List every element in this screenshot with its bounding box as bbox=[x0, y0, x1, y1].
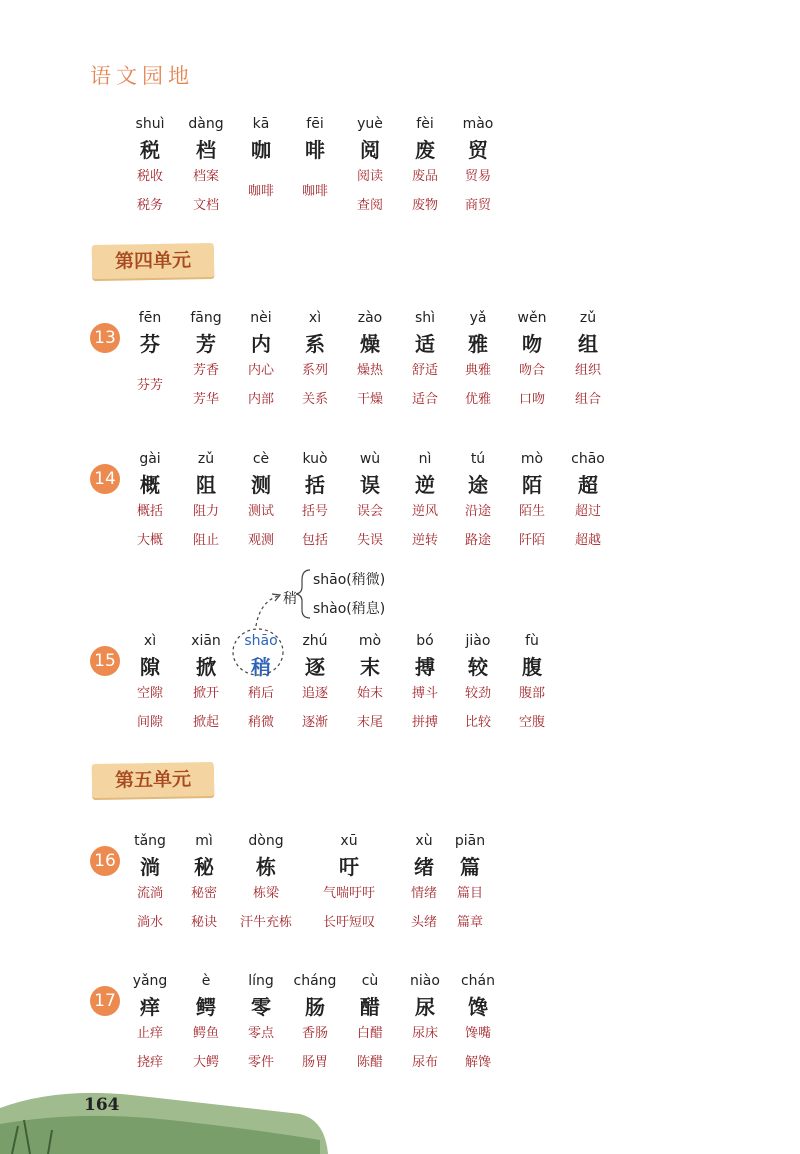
lesson-number-badge: 14 bbox=[90, 464, 120, 494]
word: 组织 bbox=[574, 363, 601, 378]
character: 肠 bbox=[305, 995, 325, 1019]
pinyin: xū bbox=[340, 833, 358, 849]
word: 咖啡 bbox=[301, 184, 328, 199]
pinyin: xì bbox=[308, 310, 322, 326]
character: 误 bbox=[360, 473, 380, 497]
word: 咖啡 bbox=[247, 184, 274, 199]
lesson-number-badge: 17 bbox=[90, 986, 120, 1016]
character: 组 bbox=[578, 332, 598, 356]
word: 尿床 bbox=[411, 1026, 438, 1041]
word: 长吁短叹 bbox=[322, 915, 375, 930]
character: 燥 bbox=[360, 332, 380, 356]
grass-illustration bbox=[0, 1080, 330, 1154]
word: 陈醋 bbox=[356, 1055, 383, 1070]
word: 贸易 bbox=[464, 169, 491, 184]
pinyin: zǔ bbox=[197, 451, 215, 467]
word: 始末 bbox=[356, 686, 383, 701]
word: 追逐 bbox=[301, 686, 328, 701]
character: 税 bbox=[140, 138, 160, 162]
character: 档 bbox=[196, 138, 216, 162]
character: 馋 bbox=[468, 995, 488, 1019]
word: 适合 bbox=[411, 392, 438, 407]
character: 陌 bbox=[522, 473, 542, 497]
word: 掀起 bbox=[192, 715, 219, 730]
word: 内心 bbox=[247, 363, 274, 378]
word: 废物 bbox=[411, 198, 438, 213]
word: 流淌 bbox=[136, 886, 163, 901]
pinyin: fāng bbox=[190, 310, 222, 326]
word: 系列 bbox=[301, 363, 328, 378]
pinyin: xù bbox=[415, 833, 433, 849]
word: 气喘吁吁 bbox=[322, 886, 375, 901]
word: 芬芳 bbox=[136, 378, 163, 393]
unit-five-label: 第五单元 bbox=[114, 768, 192, 792]
word: 香肠 bbox=[301, 1026, 328, 1041]
note-reading-1: shāo(稍微) bbox=[313, 572, 386, 588]
word: 失误 bbox=[356, 533, 383, 548]
pinyin: yǎ bbox=[469, 310, 487, 326]
character: 芳 bbox=[196, 332, 216, 356]
unit-four-banner bbox=[92, 243, 215, 279]
word: 阻止 bbox=[192, 533, 219, 548]
lesson-number-badge: 13 bbox=[90, 323, 120, 353]
word: 口吻 bbox=[518, 392, 545, 407]
character: 适 bbox=[415, 332, 435, 356]
pinyin: cù bbox=[361, 973, 379, 989]
character: 咖 bbox=[251, 138, 271, 162]
pinyin: líng bbox=[248, 973, 274, 989]
word: 篇章 bbox=[456, 915, 483, 930]
pinyin: gài bbox=[139, 451, 161, 467]
pinyin: fù bbox=[525, 633, 539, 649]
word: 包括 bbox=[301, 533, 328, 548]
word: 括号 bbox=[301, 504, 328, 519]
word: 关系 bbox=[301, 392, 328, 407]
word: 查阅 bbox=[356, 198, 383, 213]
word: 税收 bbox=[136, 169, 163, 184]
word: 阅读 bbox=[356, 169, 383, 184]
word: 阻力 bbox=[192, 504, 219, 519]
pinyin: dàng bbox=[188, 116, 224, 132]
pinyin: shāo bbox=[244, 633, 278, 649]
character: 鳄 bbox=[196, 995, 216, 1019]
pinyin: tǎng bbox=[134, 833, 166, 849]
character: 尿 bbox=[415, 995, 435, 1019]
character: 隙 bbox=[140, 655, 160, 679]
character: 吻 bbox=[522, 332, 542, 356]
pinyin: fēn bbox=[138, 310, 162, 326]
character: 较 bbox=[468, 655, 488, 679]
word: 芳华 bbox=[192, 392, 219, 407]
word: 稍后 bbox=[247, 686, 274, 701]
pinyin: niào bbox=[410, 973, 440, 989]
word: 空隙 bbox=[136, 686, 163, 701]
character: 腹 bbox=[522, 655, 542, 679]
word: 逆风 bbox=[411, 504, 438, 519]
word: 优雅 bbox=[464, 392, 491, 407]
pinyin: kuò bbox=[302, 451, 328, 467]
character: 篇 bbox=[460, 855, 480, 879]
pinyin: kā bbox=[252, 116, 270, 132]
lesson-number-badge: 16 bbox=[90, 846, 120, 876]
character: 栋 bbox=[256, 855, 276, 879]
character: 掀 bbox=[196, 655, 216, 679]
brace-icon bbox=[296, 570, 310, 618]
word: 吻合 bbox=[518, 363, 545, 378]
word: 秘诀 bbox=[190, 915, 217, 930]
character: 测 bbox=[251, 473, 271, 497]
pinyin: zǔ bbox=[579, 310, 597, 326]
word: 概括 bbox=[136, 504, 163, 519]
word: 栋梁 bbox=[252, 886, 279, 901]
character: 概 bbox=[140, 473, 160, 497]
word: 挠痒 bbox=[136, 1055, 163, 1070]
word: 零件 bbox=[247, 1055, 274, 1070]
pinyin: xiān bbox=[191, 633, 221, 649]
word: 舒适 bbox=[411, 363, 438, 378]
word: 税务 bbox=[136, 198, 163, 213]
note-reading-2: shào(稍息) bbox=[313, 601, 386, 617]
word: 组合 bbox=[574, 392, 601, 407]
pinyin: yuè bbox=[357, 116, 383, 132]
page-number: 164 bbox=[84, 1095, 120, 1115]
pinyin: shì bbox=[414, 310, 436, 326]
word: 超过 bbox=[574, 504, 601, 519]
character: 超 bbox=[578, 473, 598, 497]
character: 系 bbox=[305, 332, 325, 356]
character: 淌 bbox=[140, 855, 160, 879]
character: 末 bbox=[360, 655, 380, 679]
pinyin: fēi bbox=[306, 116, 324, 132]
character: 搏 bbox=[415, 655, 435, 679]
pinyin: jiào bbox=[465, 633, 491, 649]
word: 比较 bbox=[464, 715, 491, 730]
pinyin: mì bbox=[195, 833, 213, 849]
word: 测试 bbox=[247, 504, 274, 519]
pinyin: nèi bbox=[250, 310, 272, 326]
word: 陌生 bbox=[518, 504, 545, 519]
dashed-circle bbox=[233, 629, 283, 675]
word: 搏斗 bbox=[411, 686, 438, 701]
word: 间隙 bbox=[136, 715, 163, 730]
word: 超越 bbox=[574, 533, 601, 548]
word: 商贸 bbox=[464, 198, 491, 213]
character: 绪 bbox=[414, 855, 434, 879]
word: 逐渐 bbox=[301, 715, 328, 730]
section-title: 语文园地 bbox=[90, 64, 194, 88]
word: 白醋 bbox=[356, 1026, 383, 1041]
pinyin: yǎng bbox=[132, 973, 168, 989]
pinyin: mào bbox=[462, 116, 494, 132]
word: 燥热 bbox=[356, 363, 383, 378]
word: 档案 bbox=[192, 169, 219, 184]
pinyin: cè bbox=[252, 451, 270, 467]
word: 止痒 bbox=[136, 1026, 163, 1041]
word: 肠胃 bbox=[301, 1055, 328, 1070]
arrow-head-icon bbox=[272, 594, 280, 601]
character: 雅 bbox=[468, 332, 488, 356]
word: 淌水 bbox=[136, 915, 163, 930]
word: 大概 bbox=[136, 533, 163, 548]
word: 末尾 bbox=[356, 715, 383, 730]
unit-five-banner bbox=[92, 762, 215, 798]
word: 文档 bbox=[192, 198, 219, 213]
word: 干燥 bbox=[356, 392, 383, 407]
pinyin: è bbox=[201, 973, 211, 989]
pinyin: piān bbox=[454, 833, 486, 849]
word: 观测 bbox=[247, 533, 274, 548]
word: 废品 bbox=[411, 169, 438, 184]
pinyin: zào bbox=[357, 310, 383, 326]
pinyin: mò bbox=[358, 633, 382, 649]
word: 路途 bbox=[464, 533, 491, 548]
character: 废 bbox=[415, 138, 435, 162]
pinyin: chán bbox=[460, 973, 496, 989]
character: 稍 bbox=[251, 655, 271, 679]
word: 腹部 bbox=[518, 686, 545, 701]
pinyin: bó bbox=[416, 633, 434, 649]
word: 尿布 bbox=[411, 1055, 438, 1070]
pinyin: tú bbox=[470, 451, 486, 467]
word: 误会 bbox=[356, 504, 383, 519]
pinyin: mò bbox=[520, 451, 544, 467]
character: 痒 bbox=[140, 995, 160, 1019]
pinyin: dòng bbox=[248, 833, 284, 849]
character: 内 bbox=[251, 332, 271, 356]
word: 内部 bbox=[247, 392, 274, 407]
word: 空腹 bbox=[518, 715, 545, 730]
unit-four-label: 第四单元 bbox=[114, 249, 192, 273]
word: 较劲 bbox=[464, 686, 491, 701]
word: 沿途 bbox=[464, 504, 491, 519]
character: 阻 bbox=[196, 473, 216, 497]
word: 鳄鱼 bbox=[192, 1026, 219, 1041]
pinyin: shuì bbox=[135, 116, 165, 132]
word: 掀开 bbox=[192, 686, 219, 701]
character: 途 bbox=[468, 473, 488, 497]
character: 醋 bbox=[360, 995, 380, 1019]
character: 括 bbox=[305, 473, 325, 497]
character: 逐 bbox=[305, 655, 325, 679]
word: 大鳄 bbox=[192, 1055, 219, 1070]
pinyin: fèi bbox=[416, 116, 434, 132]
word: 篇目 bbox=[456, 886, 483, 901]
character: 贸 bbox=[468, 138, 488, 162]
character: 芬 bbox=[140, 332, 160, 356]
word: 典雅 bbox=[464, 363, 491, 378]
word: 零点 bbox=[247, 1026, 274, 1041]
character: 阅 bbox=[360, 138, 380, 162]
pinyin: cháng bbox=[293, 973, 337, 989]
pinyin: chāo bbox=[571, 451, 605, 467]
pinyin: nì bbox=[418, 451, 432, 467]
word: 汗牛充栋 bbox=[239, 915, 292, 930]
pinyin: wěn bbox=[517, 310, 547, 326]
lesson-number-badge: 15 bbox=[90, 646, 120, 676]
character: 秘 bbox=[194, 855, 214, 879]
pinyin: xì bbox=[143, 633, 157, 649]
word: 秘密 bbox=[190, 886, 217, 901]
word: 解馋 bbox=[464, 1055, 491, 1070]
character: 逆 bbox=[415, 473, 435, 497]
word: 芳香 bbox=[192, 363, 219, 378]
word: 拼搏 bbox=[411, 715, 438, 730]
word: 头绪 bbox=[410, 915, 437, 930]
word: 情绪 bbox=[410, 886, 437, 901]
character: 零 bbox=[251, 995, 271, 1019]
word: 稍微 bbox=[247, 715, 274, 730]
pinyin: wù bbox=[359, 451, 381, 467]
character: 吁 bbox=[339, 855, 359, 879]
note-char: 稍 bbox=[283, 591, 297, 607]
word: 馋嘴 bbox=[464, 1026, 491, 1041]
word: 逆转 bbox=[411, 533, 438, 548]
word: 阡陌 bbox=[518, 533, 545, 548]
pinyin: zhú bbox=[302, 633, 328, 649]
character: 啡 bbox=[305, 138, 325, 162]
